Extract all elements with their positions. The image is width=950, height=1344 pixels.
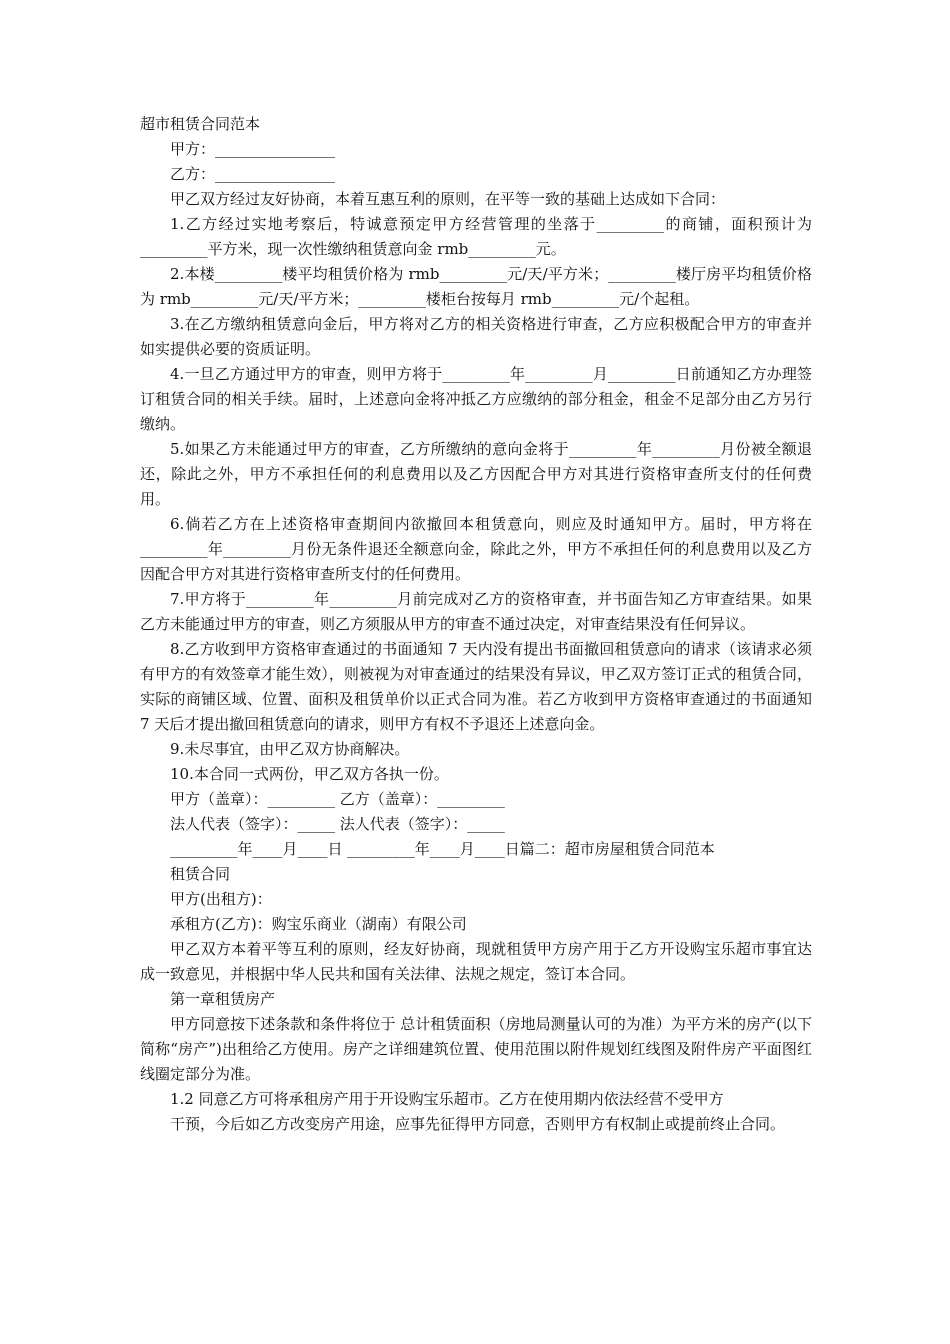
document-page <box>140 112 812 1137</box>
clause-1-2: 1.2 同意乙方可将承租房产用于开设购宝乐超市。乙方在使用期内依法经营不受甲方 <box>170 1090 724 1108</box>
clause-3: 3.在乙方缴纳租赁意向金后，甲方将对乙方的相关资格进行审查，乙方应积极配合甲方的审查并如实提供必要的资质证明。 <box>140 315 812 358</box>
clause-5: 5.如果乙方未能通过甲方的审查，乙方所缴纳的意向金将于_________年_________月份被全额退还，除此之外，甲方不承担任何的利息费用以及乙方因配合甲方对其进行资格审查所支付的任何费用。 <box>140 440 812 508</box>
second-preamble: 甲乙双方本着平等互利的原则，经友好协商，现就租赁甲方房产用于乙方开设购宝乐超市事宜达成一致意见，并根据中华人民共和国有关法律、法规之规定，签订本合同。 <box>140 940 812 983</box>
date-line: _________年____月____日 _________年____月____日篇二：超市房屋租赁合同范本 <box>170 840 715 858</box>
clause-1-2-continued: 干预，今后如乙方改变房产用途，应事先征得甲方同意，否则甲方有权制止或提前终止合同。 <box>170 1115 786 1133</box>
clause-7: 7.甲方将于_________年_________月前完成对乙方的资格审查，并书面告知乙方审查结果。如果乙方未能通过甲方的审查，则乙方须服从甲方的审查不通过决定，对审查结果没有任何异议。 <box>140 590 812 633</box>
clause-2: 2.本楼_________楼平均租赁价格为 rmb_________元/天/平方米；_________楼厅房平均租赁价格为 rmb_________元/天/平方米；_________楼柜台按每月 rmb_________元/个起租。 <box>140 265 812 308</box>
clause-1: 1.乙方经过实地考察后，特诚意预定甲方经营管理的坐落于_________的商铺，面积预计为_________平方米，现一次性缴纳租赁意向金 rmb_________元。 <box>140 215 812 258</box>
signature-line: 法人代表（签字）：_____ 法人代表（签字）：_____ <box>170 815 505 833</box>
clause-4: 4.一旦乙方通过甲方的审查，则甲方将于_________年_________月_________日前通知乙方办理签订租赁合同的相关手续。届时，上述意向金将冲抵乙方应缴纳的部分租金，租金不足部分由乙方另行缴纳。 <box>140 365 812 433</box>
preamble-paragraph: 甲乙双方经过友好协商，本着互惠互利的原则，在平等一致的基础上达成如下合同： <box>170 190 726 208</box>
party-a-line: 甲方：________________ <box>170 140 336 158</box>
chapter-1-paragraph: 甲方同意按下述条款和条件将位于 总计租赁面积（房地局测量认可的为准）为平方米的房产(以下简称“房产”)出租给乙方使用。房产之详细建筑位置、使用范围以附件规划红线图及附件房产平面图红线圈定部分为准。 <box>140 1015 812 1083</box>
clause-10: 10.本合同一式两份，甲乙双方各执一份。 <box>170 765 449 783</box>
clause-9: 9.未尽事宜，由甲乙双方协商解决。 <box>170 740 410 758</box>
second-contract-title: 租赁合同 <box>170 865 231 883</box>
party-b-line: 乙方：________________ <box>170 165 336 183</box>
document-title: 超市租赁合同范本 <box>140 115 261 133</box>
seal-line: 甲方（盖章）：_________ 乙方（盖章）：_________ <box>170 790 505 808</box>
lessor-line: 甲方(出租方)： <box>170 890 272 908</box>
clause-8: 8.乙方收到甲方资格审查通过的书面通知 7 天内没有提出书面撤回租赁意向的请求（该请求必须有甲方的有效签章才能生效），则被视为对审查通过的结果没有异议，甲乙双方签订正式的租赁合同，实际的商铺区域、位置、面积及租赁单价以正式合同为准。若乙方收到甲方资格审查通过的书面通知 7 天后才提出撤回租赁意向的请求，则甲方有权不予退还上述意向金。 <box>140 640 812 733</box>
lessee-line: 承租方(乙方)：购宝乐商业（湖南）有限公司 <box>170 915 467 933</box>
clause-6: 6.倘若乙方在上述资格审查期间内欲撤回本租赁意向，则应及时通知甲方。届时，甲方将在_________年_________月份无条件退还全额意向金，除此之外，甲方不承担任何的利息费用以及乙方因配合甲方对其进行资格审查所支付的任何费用。 <box>140 515 812 583</box>
chapter-1-heading: 第一章租赁房产 <box>170 990 276 1008</box>
